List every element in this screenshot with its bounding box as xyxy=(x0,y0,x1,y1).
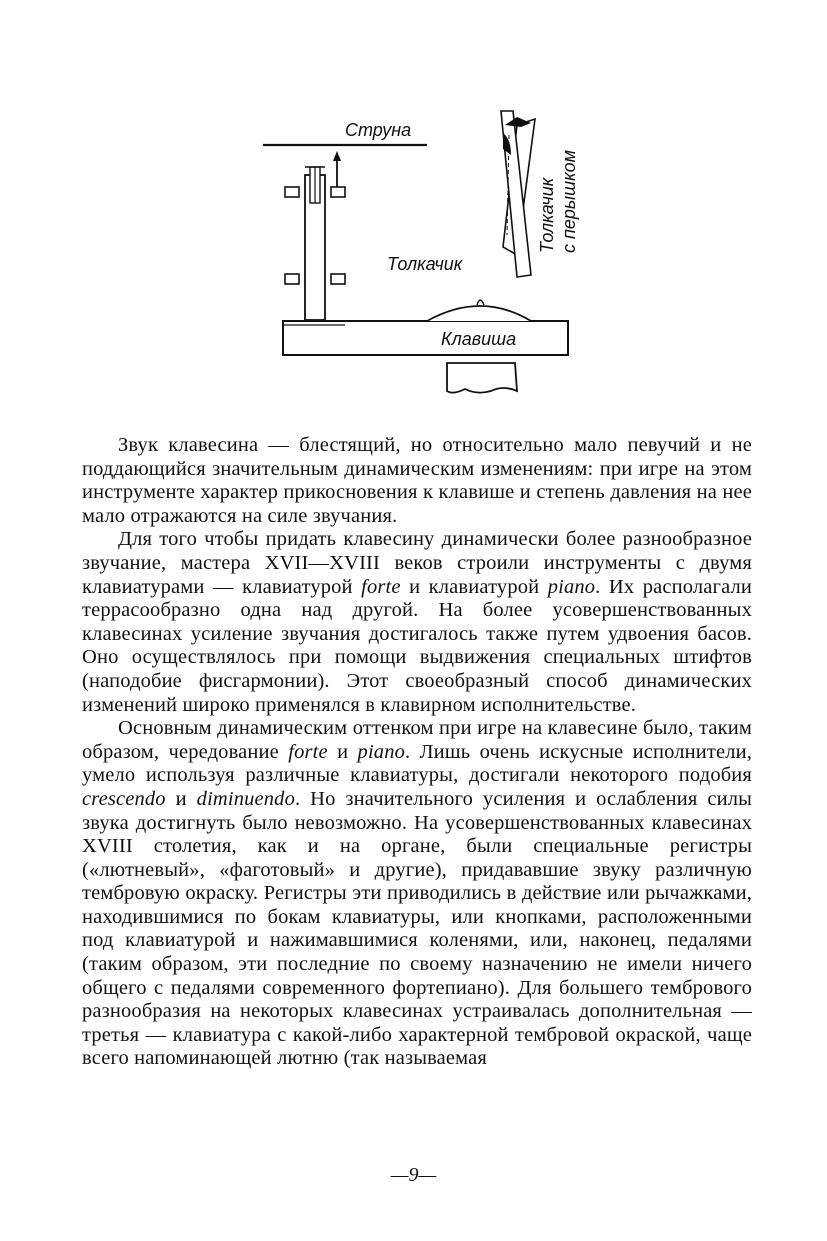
body-text xyxy=(82,434,752,1071)
italic-term: forte xyxy=(361,575,401,598)
text-run: Звук клавесина — блестящий, но относительно мало певучий и не поддающийся значительным динамическим изменениям: при игре на этом инструменте характер прикосновения к клавише и степень давления на нее мало отражаются на силе звучания. xyxy=(82,434,752,527)
text-run: . Их располагали террасообразно одна над другой. На более усовершенствованных клавесинах усиление звучания достигалось также путем удвоения басов. Оно осуществлялось при помощи выдвижения специальных штифтов (наподобие фисгармонии). Этот своеобразный способ динамических изменений широко применялся в клавирном исполнительстве. xyxy=(82,575,752,716)
italic-term: piano xyxy=(357,740,405,763)
text-run: Основным динамическим оттенком при игре на клавесине было, таким образом, чередование xyxy=(82,717,752,763)
guide-left-lower xyxy=(285,274,299,284)
italic-term: crescendo xyxy=(82,787,166,810)
up-arrow-head xyxy=(333,151,341,161)
page-number: —9— xyxy=(390,1164,437,1186)
text-run: . Лишь очень искусные исполнители, умело используя различные клавиатуры, достигали некоторого подобия xyxy=(82,740,752,787)
label-key: Клавиша xyxy=(441,329,517,349)
italic-term: piano xyxy=(547,575,596,598)
jack-with-quill xyxy=(501,111,535,277)
text-run: и xyxy=(165,787,197,810)
diagram-svg xyxy=(255,105,590,405)
harpsichord-mechanism-diagram xyxy=(255,105,590,405)
paragraph xyxy=(82,434,752,528)
text-run: и клавиатурой xyxy=(400,575,548,598)
paragraph xyxy=(82,528,752,717)
guide-right-lower xyxy=(331,274,345,284)
italic-term: diminuendo xyxy=(196,787,295,810)
paragraph xyxy=(82,717,752,1071)
label-string: Струна xyxy=(345,120,412,140)
italic-term: forte xyxy=(288,740,328,763)
guide-right-upper xyxy=(331,187,345,197)
text-run: Для того чтобы придать клавесину динамически более разнообразное звучание, мастера XVII—XVIII веков строили инструменты с двумя клавиатурами — клавиатурой xyxy=(82,528,752,598)
felt-pad xyxy=(447,363,517,393)
label-jack: Толкачик xyxy=(387,254,463,274)
key-hump xyxy=(427,306,531,321)
key-body xyxy=(283,321,568,355)
text-run: и xyxy=(327,740,358,763)
label-jack-quill: Толкачик с перышком xyxy=(537,150,579,253)
guide-left-upper xyxy=(285,187,299,197)
text-run: . Но значительного усиления и ослабления силы звука достигнуть было невозможно. На усовершенствованных клавесинах XVIII столетия, как и на органе, были специальные регистры («лютневый», «фаготовый» и другие), придававшие звуку различную тембровую окраску. Регистры эти приводились в действие или рычажками, находившимися по бокам клавиатуры, или кнопками, расположенными под клавиатурой и нажимавшимися коленями, или, наконец, педалями (таким образом, эти последние по своему назначению не имели ничего общего с педалями современного фортепиано). Для большего тембрового разнообразия на некоторых клавесинах устраивалась дополнительная — третья — клавиатура с какой-либо характерной тембровой окраской, чаще всего напоминающей лютню (так называемая xyxy=(82,787,753,1070)
